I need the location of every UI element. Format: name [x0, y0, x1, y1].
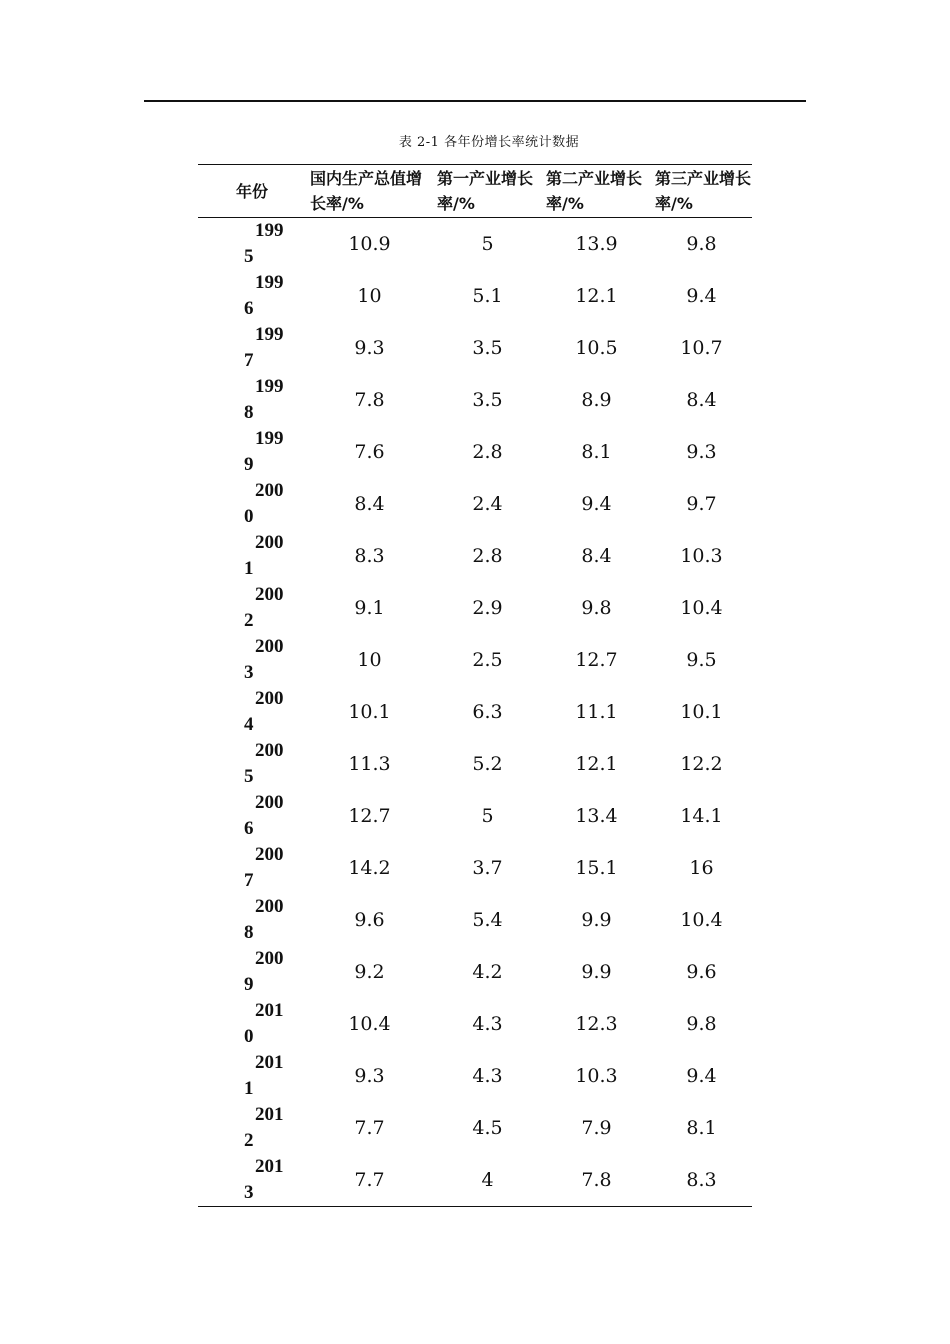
cell-secondary-growth: 15.1 [575, 857, 618, 879]
cell-gdp-growth: 7.7 [354, 1117, 385, 1139]
table-row [198, 530, 752, 582]
table-row [198, 1102, 752, 1154]
cell-primary-growth: 2.8 [472, 545, 503, 567]
year-part-2: 6 [244, 818, 254, 839]
cell-gdp-growth: 10.4 [348, 1013, 391, 1035]
cell-secondary-growth: 9.4 [581, 493, 612, 515]
cell-year [198, 530, 306, 582]
cell-secondary-growth: 9.9 [581, 961, 612, 983]
cell-primary-growth: 5.2 [472, 753, 503, 775]
table-row [198, 842, 752, 894]
cell-secondary-growth: 8.9 [581, 389, 612, 411]
year-part-2: 2 [244, 610, 254, 631]
table-caption: 表 2-1 各年份增长率统计数据 [398, 135, 580, 150]
cell-gdp-growth: 9.3 [354, 1065, 385, 1087]
cell-secondary-growth: 10.5 [575, 337, 618, 359]
cell-gdp-growth: 9.6 [354, 909, 385, 931]
cell-gdp-growth: 9.3 [354, 337, 385, 359]
year-part-1: 199 [255, 220, 284, 241]
table-row [198, 374, 752, 426]
table-row [198, 790, 752, 842]
cell-tertiary-growth: 10.4 [680, 909, 723, 931]
cell-year [198, 634, 306, 686]
cell-year [198, 374, 306, 426]
cell-secondary-growth: 11.1 [575, 701, 618, 723]
header-secondary-growth: 第二产业增长率/% [542, 165, 651, 218]
year-part-2: 9 [244, 454, 254, 475]
year-part-1: 200 [255, 740, 284, 761]
cell-secondary-growth: 13.4 [575, 805, 618, 827]
cell-gdp-growth: 9.1 [354, 597, 385, 619]
cell-secondary-growth: 8.4 [581, 545, 612, 567]
cell-gdp-growth: 8.4 [354, 493, 385, 515]
year-part-2: 9 [244, 974, 254, 995]
cell-year [198, 1154, 306, 1206]
cell-year [198, 1102, 306, 1154]
year-part-1: 200 [255, 532, 284, 553]
cell-primary-growth: 6.3 [472, 701, 503, 723]
header-year: 年份 [198, 165, 306, 218]
cell-tertiary-growth: 10.3 [680, 545, 723, 567]
header-tertiary-growth: 第三产业增长率/% [651, 165, 752, 218]
year-part-1: 200 [255, 896, 284, 917]
cell-tertiary-growth: 8.1 [686, 1117, 717, 1139]
cell-year [198, 946, 306, 998]
table-row [198, 1050, 752, 1102]
cell-primary-growth: 4 [481, 1169, 494, 1191]
cell-primary-growth: 3.7 [472, 857, 503, 879]
cell-gdp-growth: 9.2 [354, 961, 385, 983]
cell-year [198, 218, 306, 271]
year-part-2: 5 [244, 766, 254, 787]
cell-gdp-growth: 10 [357, 649, 382, 671]
table-body [198, 218, 752, 1207]
cell-primary-growth: 5 [481, 805, 494, 827]
cell-gdp-growth: 7.6 [354, 441, 385, 463]
cell-secondary-growth: 8.1 [581, 441, 612, 463]
year-part-1: 200 [255, 688, 284, 709]
cell-tertiary-growth: 8.3 [686, 1169, 717, 1191]
cell-secondary-growth: 7.9 [581, 1117, 612, 1139]
cell-year [198, 842, 306, 894]
year-part-2: 8 [244, 402, 254, 423]
cell-tertiary-growth: 9.8 [686, 1013, 717, 1035]
cell-primary-growth: 4.5 [472, 1117, 503, 1139]
cell-secondary-growth: 12.7 [575, 649, 618, 671]
year-part-2: 2 [244, 1130, 254, 1151]
cell-primary-growth: 5.1 [472, 285, 503, 307]
cell-primary-growth: 4.3 [472, 1013, 503, 1035]
cell-secondary-growth: 9.8 [581, 597, 612, 619]
cell-tertiary-growth: 12.2 [680, 753, 723, 775]
cell-secondary-growth: 12.1 [575, 285, 618, 307]
cell-gdp-growth: 7.8 [354, 389, 385, 411]
cell-gdp-growth: 10.1 [348, 701, 391, 723]
year-part-1: 200 [255, 584, 284, 605]
cell-gdp-growth: 8.3 [354, 545, 385, 567]
cell-year [198, 998, 306, 1050]
cell-year [198, 894, 306, 946]
cell-primary-growth: 5 [481, 233, 494, 255]
year-part-2: 6 [244, 298, 254, 319]
table-row [198, 426, 752, 478]
cell-gdp-growth: 14.2 [348, 857, 391, 879]
table-row [198, 270, 752, 322]
table-row [198, 1154, 752, 1206]
cell-tertiary-growth: 10.4 [680, 597, 723, 619]
cell-primary-growth: 5.4 [472, 909, 503, 931]
cell-gdp-growth: 7.7 [354, 1169, 385, 1191]
cell-year [198, 1050, 306, 1102]
cell-secondary-growth: 13.9 [575, 233, 618, 255]
cell-tertiary-growth: 8.4 [686, 389, 717, 411]
cell-tertiary-growth: 14.1 [680, 805, 723, 827]
cell-tertiary-growth: 16 [689, 857, 714, 879]
cell-tertiary-growth: 9.6 [686, 961, 717, 983]
cell-year [198, 790, 306, 842]
year-part-1: 201 [255, 1104, 284, 1125]
table-row [198, 634, 752, 686]
cell-year [198, 322, 306, 374]
year-part-2: 1 [244, 558, 254, 579]
header-primary-growth: 第一产业增长率/% [433, 165, 542, 218]
year-part-2: 7 [244, 350, 254, 371]
cell-gdp-growth: 10.9 [348, 233, 391, 255]
year-part-2: 7 [244, 870, 254, 891]
cell-primary-growth: 3.5 [472, 337, 503, 359]
table-row [198, 582, 752, 634]
year-part-2: 1 [244, 1078, 254, 1099]
cell-tertiary-growth: 9.3 [686, 441, 717, 463]
year-part-1: 199 [255, 324, 284, 345]
cell-year [198, 426, 306, 478]
cell-gdp-growth: 11.3 [348, 753, 391, 775]
cell-secondary-growth: 9.9 [581, 909, 612, 931]
cell-tertiary-growth: 9.4 [686, 1065, 717, 1087]
table-row [198, 998, 752, 1050]
cell-primary-growth: 2.8 [472, 441, 503, 463]
table-row [198, 478, 752, 530]
year-part-1: 201 [255, 1052, 284, 1073]
table-header [198, 165, 752, 218]
table-row [198, 322, 752, 374]
table-row [198, 946, 752, 998]
cell-primary-growth: 2.4 [472, 493, 503, 515]
table-row [198, 894, 752, 946]
year-part-1: 199 [255, 272, 284, 293]
top-rule [144, 100, 806, 102]
year-part-1: 200 [255, 844, 284, 865]
year-part-2: 0 [244, 506, 254, 527]
cell-gdp-growth: 10 [357, 285, 382, 307]
cell-year [198, 686, 306, 738]
table-row [198, 738, 752, 790]
cell-tertiary-growth: 9.4 [686, 285, 717, 307]
cell-primary-growth: 3.5 [472, 389, 503, 411]
year-part-2: 8 [244, 922, 254, 943]
cell-tertiary-growth: 9.5 [686, 649, 717, 671]
cell-tertiary-growth: 9.7 [686, 493, 717, 515]
year-part-1: 199 [255, 376, 284, 397]
cell-primary-growth: 2.5 [472, 649, 503, 671]
cell-gdp-growth: 12.7 [348, 805, 391, 827]
year-part-1: 201 [255, 1000, 284, 1021]
year-part-1: 201 [255, 1156, 284, 1177]
cell-year [198, 270, 306, 322]
cell-tertiary-growth: 10.7 [680, 337, 723, 359]
table-row [198, 218, 752, 271]
cell-secondary-growth: 10.3 [575, 1065, 618, 1087]
year-part-2: 0 [244, 1026, 254, 1047]
cell-secondary-growth: 7.8 [581, 1169, 612, 1191]
cell-year [198, 738, 306, 790]
cell-year [198, 582, 306, 634]
year-part-2: 5 [244, 246, 254, 267]
year-part-1: 200 [255, 480, 284, 501]
cell-tertiary-growth: 9.8 [686, 233, 717, 255]
growth-rate-table [198, 164, 752, 1207]
cell-secondary-growth: 12.3 [575, 1013, 618, 1035]
data-table [198, 165, 752, 1206]
cell-year [198, 478, 306, 530]
cell-primary-growth: 4.2 [472, 961, 503, 983]
cell-tertiary-growth: 10.1 [680, 701, 723, 723]
header-gdp-growth: 国内生产总值增长率/% [306, 165, 433, 218]
table-row [198, 686, 752, 738]
cell-secondary-growth: 12.1 [575, 753, 618, 775]
year-part-2: 4 [244, 714, 254, 735]
year-part-1: 200 [255, 792, 284, 813]
year-part-2: 3 [244, 662, 254, 683]
year-part-2: 3 [244, 1182, 254, 1203]
year-part-1: 200 [255, 636, 284, 657]
year-part-1: 200 [255, 948, 284, 969]
year-part-1: 199 [255, 428, 284, 449]
cell-primary-growth: 4.3 [472, 1065, 503, 1087]
cell-primary-growth: 2.9 [472, 597, 503, 619]
